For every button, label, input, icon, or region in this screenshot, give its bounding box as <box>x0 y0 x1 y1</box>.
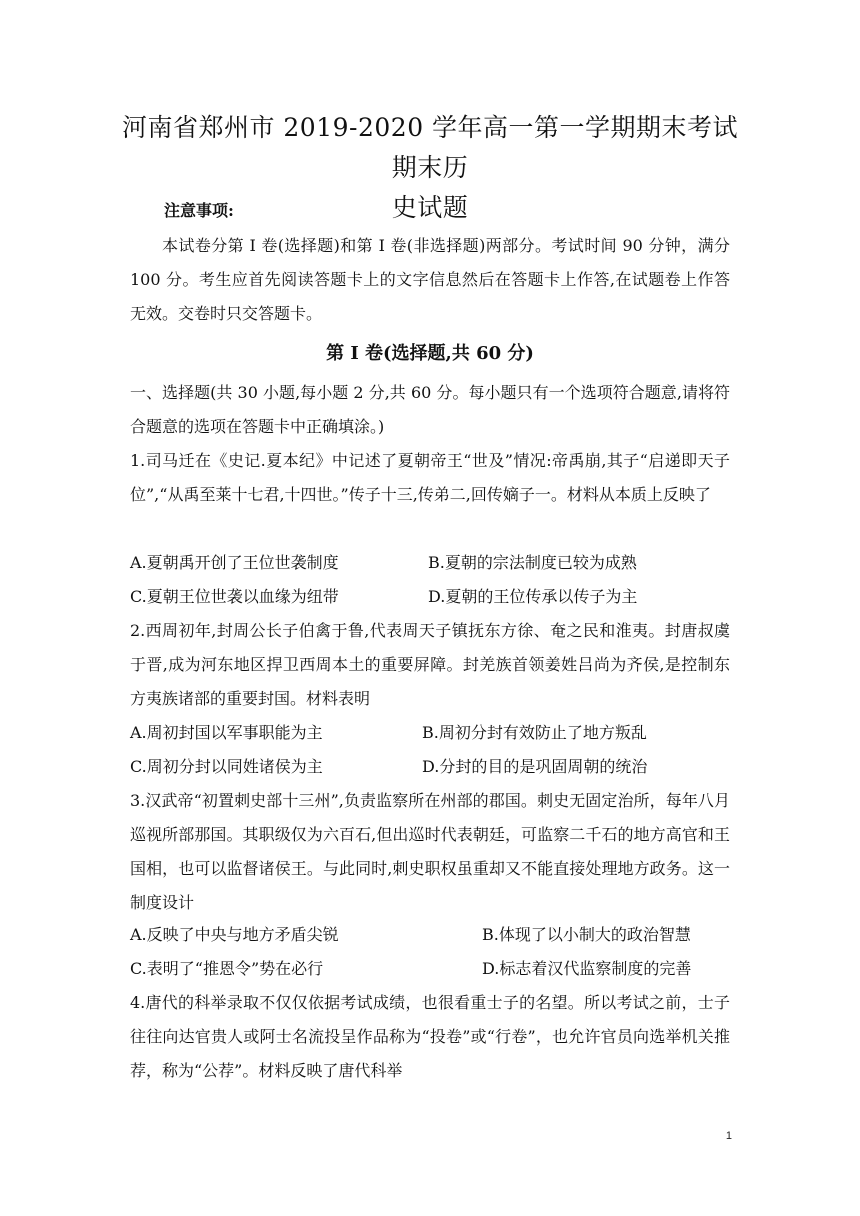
notice-heading: 注意事项: <box>164 201 234 220</box>
option-d: D.分封的目的是巩固周朝的统治 <box>422 757 648 776</box>
question-2-stem: 2.西周初年,封周公长子伯禽于鲁,代表周天子镇抚东方徐、奄之民和淮夷。封唐叔虞于晋,成为河东地区捍卫西周本土的重要屏障。封羌族首领姜姓吕尚为齐侯,是控制东方夷族诸部的重要封国。材料表明 <box>130 621 730 708</box>
option-b: B.夏朝的宗法制度已较为成熟 <box>428 553 637 572</box>
title-line-1: 河南省郑州市 2019-2020 学年高一第一学期期末考试期末历 <box>121 113 739 182</box>
option-c: C.表明了“推恩令”势在必行 <box>130 959 324 978</box>
notice-text: 本试卷分第 I 卷(选择题)和第 I 卷(非选择题)两部分。考试时间 90 分钟，满分 100 分。考生应首先阅读答题卡上的文字信息然后在答题卡上作答,在试题卷上作答无效。交卷时只交答题卡。 <box>130 236 730 323</box>
option-b: B.体现了以小制大的政治智慧 <box>482 925 691 944</box>
option-b: B.周初分封有效防止了地方叛乱 <box>422 723 647 742</box>
option-c: C.周初分封以同姓诸侯为主 <box>130 757 323 776</box>
title-line-2: 史试题 <box>391 193 469 222</box>
option-a: A.周初封国以军事职能为主 <box>130 723 323 742</box>
question-2-options <box>130 716 730 784</box>
option-c: C.夏朝王位世袭以血缘为纽带 <box>130 587 339 606</box>
section-title: 第 I 卷(选择题,共 60 分) <box>326 343 534 364</box>
question-3-options <box>130 918 730 986</box>
question-1-options <box>130 546 730 614</box>
question-3-stem: 3.汉武帝“初置刺史部十三州”,负责监察所在州部的郡国。刺史无固定治所，每年八月巡视所部那国。其职级仅为六百石,但出巡时代表朝廷，可监察二千石的地方高官和王国相，也可以监督诸侯王。与此同时,刺史职权虽重却又不能直接处理地方政务。这一制度设计 <box>130 791 730 912</box>
question-4-stem: 4.唐代的科举录取不仅仅依据考试成绩，也很看重士子的名望。所以考试之前，士子往往向达官贵人或阿士名流投呈作品称为“投卷”或“行卷”，也允许官员向选举机关推荐，称为“公荐”。材料反映了唐代科举 <box>130 993 730 1080</box>
page-number: 1 <box>725 1130 732 1142</box>
option-a: A.反映了中央与地方矛盾尖锐 <box>130 925 339 944</box>
instructions: 一、选择题(共 30 小题,每小题 2 分,共 60 分。每小题只有一个选项符合题意,请将符合题意的选项在答题卡中正确填涂。) <box>130 383 730 436</box>
option-d: D.标志着汉代监察制度的完善 <box>482 959 692 978</box>
option-d: D.夏朝的王位传承以传子为主 <box>428 587 638 606</box>
question-1-stem: 1.司马迁在《史记.夏本纪》中记述了夏朝帝王“世及”情况:帝禹崩,其子“启递即天子位”,“从禹至莱十七君,十四世。”传子十三,传弟二,回传嫡子一。材料从本质上反映了 <box>130 451 730 504</box>
option-a: A.夏朝禹开创了王位世袭制度 <box>130 553 339 572</box>
